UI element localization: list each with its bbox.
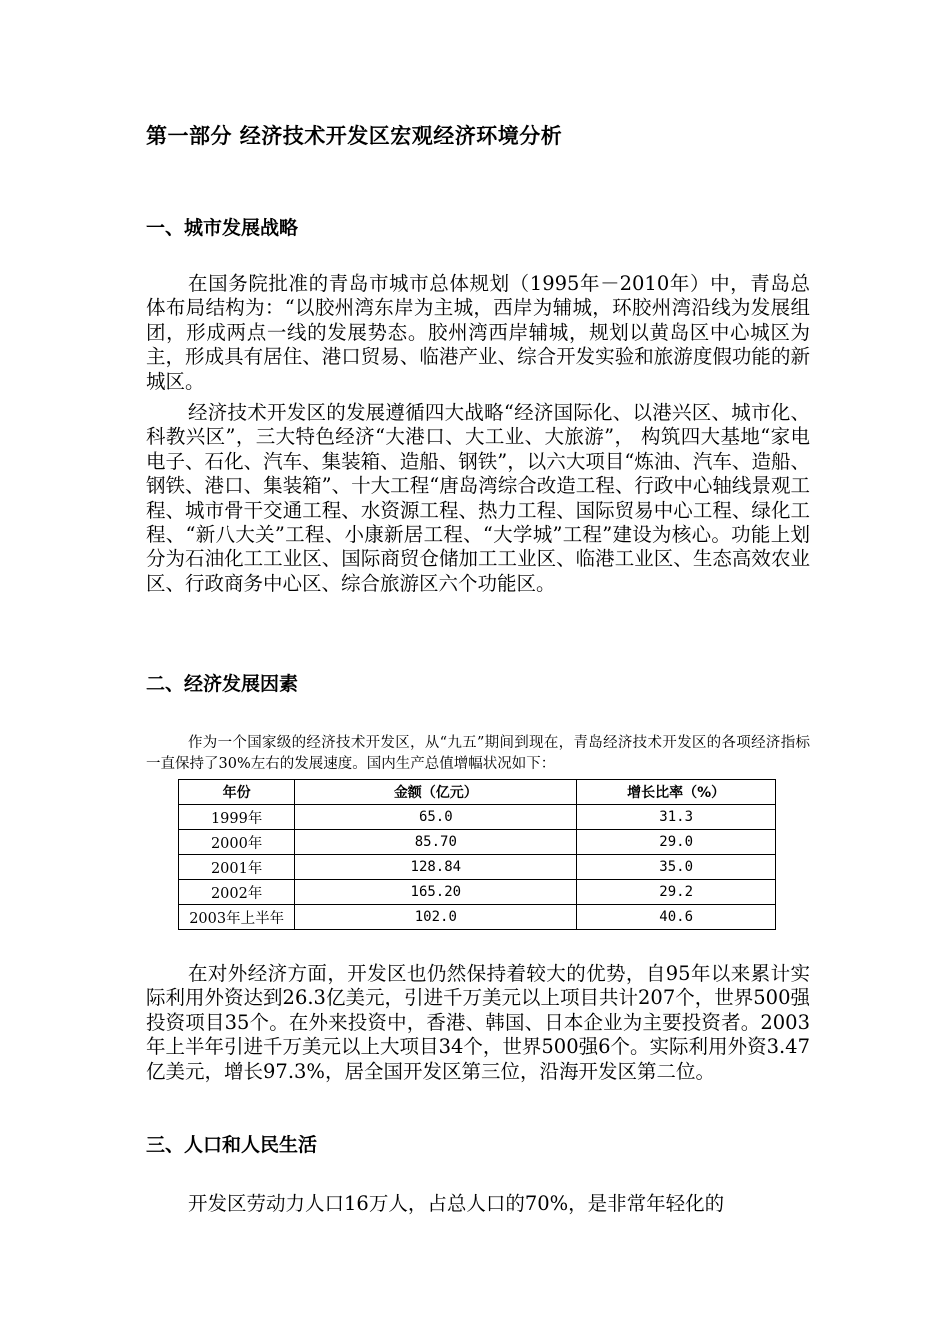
document-title: 第一部分 经济技术开发区宏观经济环境分析 <box>146 124 563 148</box>
table-row <box>179 880 776 905</box>
table-cell-amount: 165.20 <box>295 880 577 905</box>
table-cell-amount: 85.70 <box>295 830 577 855</box>
table-cell-growth: 29.0 <box>577 830 776 855</box>
table-cell-year: 2002年 <box>179 880 295 905</box>
paragraph-gdp-intro: 作为一个国家级的经济技术开发区，从“九五”期间到现在，青岛经济技术开发区的各项经济指标一直保持了30%左右的发展速度。国内生产总值增幅状况如下： <box>146 735 810 772</box>
table-row <box>179 905 776 930</box>
table-header-amount: 金额（亿元） <box>295 780 577 805</box>
paragraph-development-strategy: 经济技术开发区的发展遵循四大战略“经济国际化、以港兴区、城市化、科教兴区”，三大特色经济“大港口、大工业、大旅游”， 构筑四大基地“家电电子、石化、汽车、集装箱、造船、钢铁”，以六大项目“炼油、汽车、造船、钢铁、港口、集装箱”、十大工程“唐岛湾综合改造工程、行政中心轴线景观工程、城市骨干交通工程、水资源工程、热力工程、国际贸易中心工程、绿化工程、“新八大关”工程、小康新居工程、“大学城”工程”建设为核心。功能上划分为石油化工工业区、国际商贸仓储加工工业区、临港工业区、生态高效农业区、行政商务中心区、综合旅游区六个功能区。 <box>146 401 810 595</box>
section-heading-economic-factors: 二、经济发展因素 <box>146 673 299 695</box>
table-row <box>179 830 776 855</box>
paragraph-population: 开发区劳动力人口16万人，占总人口的70%，是非常年轻化的 <box>188 1192 725 1215</box>
table-cell-year: 1999年 <box>179 805 295 830</box>
gdp-growth-table <box>178 779 776 930</box>
section-heading-urban-strategy: 一、城市发展战略 <box>146 217 299 239</box>
table-row <box>179 855 776 880</box>
table-cell-amount: 102.0 <box>295 905 577 930</box>
table-cell-growth: 40.6 <box>577 905 776 930</box>
table-cell-amount: 65.0 <box>295 805 577 830</box>
table-row <box>179 805 776 830</box>
table-header-row <box>179 780 776 805</box>
table-cell-amount: 128.84 <box>295 855 577 880</box>
table-header-year: 年份 <box>179 780 295 805</box>
table-cell-year: 2001年 <box>179 855 295 880</box>
table-cell-growth: 31.3 <box>577 805 776 830</box>
table-header-growth: 增长比率（%） <box>577 780 776 805</box>
section-heading-population: 三、人口和人民生活 <box>146 1134 318 1156</box>
table-cell-growth: 29.2 <box>577 880 776 905</box>
paragraph-foreign-investment: 在对外经济方面，开发区也仍然保持着较大的优势，自95年以来累计实际利用外资达到26.3亿美元，引进千万美元以上项目共计207个，世界500强投资项目35个。在外来投资中，香港、韩国、日本企业为主要投资者。2003年上半年引进千万美元以上大项目34个，世界500强6个。实际利用外资3.47亿美元，增长97.3%，居全国开发区第三位，沿海开发区第二位。 <box>146 962 810 1083</box>
paragraph-urban-plan: 在国务院批准的青岛市城市总体规划（1995年－2010年）中，青岛总体布局结构为：“以胶州湾东岸为主城，西岸为辅城，环胶州湾沿线为发展组团，形成两点一线的发展势态。胶州湾西岸辅城，规划以黄岛区中心城区为主，形成具有居住、港口贸易、临港产业、综合开发实验和旅游度假功能的新城区。 <box>146 272 810 393</box>
table-cell-year: 2000年 <box>179 830 295 855</box>
table-cell-growth: 35.0 <box>577 855 776 880</box>
table-cell-year: 2003年上半年 <box>179 905 295 930</box>
